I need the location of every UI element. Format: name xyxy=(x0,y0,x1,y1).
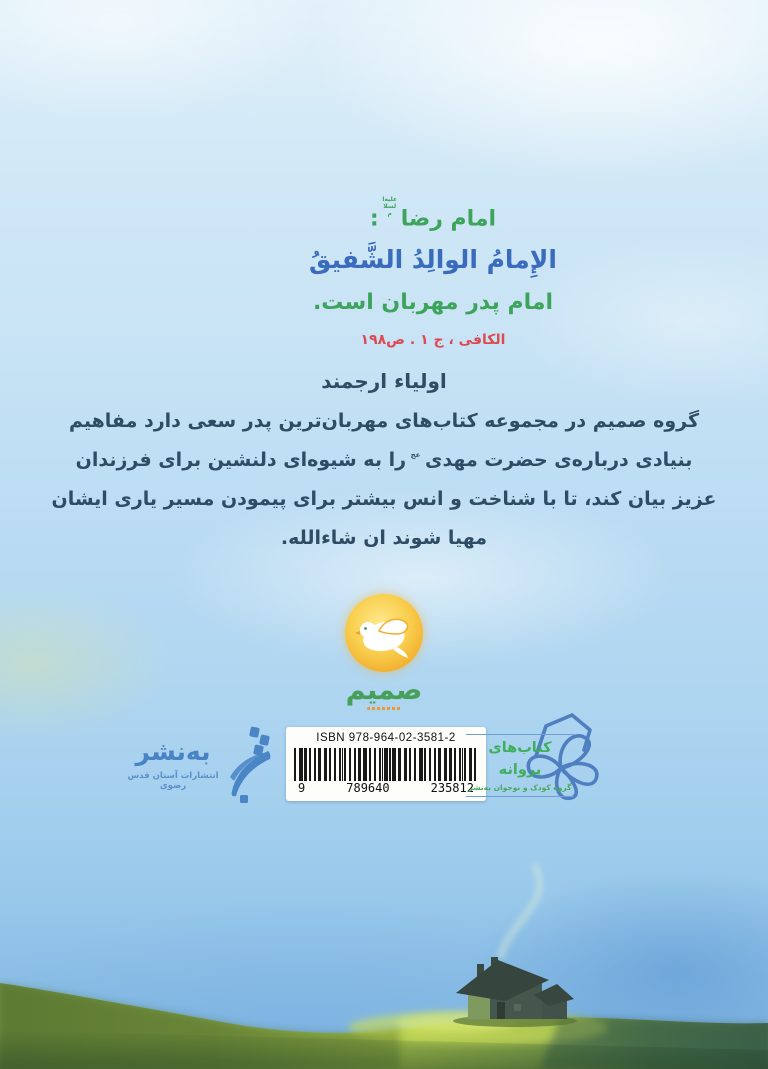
barcode-digit-group: 235812 xyxy=(430,781,474,795)
parvaneh-text-block xyxy=(466,734,574,797)
parvaneh-title: کتاب‌های پروانه xyxy=(488,740,552,778)
hadith-source-citation: الکافی ، ج ۱ . ص۱۹۸ xyxy=(360,332,506,349)
paragraph-line: مهیا شوند ان شاءالله. xyxy=(280,527,488,549)
ajjal-symbol-icon: عج xyxy=(410,451,421,459)
paragraph-line xyxy=(34,441,734,480)
chimney-smoke xyxy=(500,864,540,958)
samim-logo-wordmark: صمیم xyxy=(345,675,423,706)
samim-tagline-mark xyxy=(367,707,401,710)
quote-attribution-text: امام رضا xyxy=(400,206,497,232)
barcode-digits xyxy=(294,781,478,796)
quote-attribution-colon: : xyxy=(369,206,379,232)
isbn-barcode xyxy=(286,727,486,801)
behnashr-calligraphy-icon xyxy=(224,725,272,803)
behnashr-publisher-logo xyxy=(122,724,272,804)
isbn-label: ISBN 978-964-02-3581-2 xyxy=(316,732,456,744)
parvaneh-subtitle: گروه کودک و نوجوان به‌نشر xyxy=(468,783,572,792)
behnashr-text-block xyxy=(122,737,224,791)
barcode-digit-group: 789640 xyxy=(346,781,390,795)
parvaneh-books-logo xyxy=(466,710,656,810)
quote-attribution-line xyxy=(98,196,768,236)
alayhis-salam-symbol-icon: علیه‌السلام xyxy=(382,196,398,217)
parvaneh-bottom-rule xyxy=(466,796,574,797)
dove-in-sun-icon xyxy=(345,594,423,672)
behnashr-subtitle: انتشارات آستان قدس رضوی xyxy=(127,771,219,791)
barcode-bars xyxy=(294,748,478,781)
paragraph-salutation: اولیاء ارجمند xyxy=(321,369,447,393)
samim-publisher-logo xyxy=(314,594,454,710)
house-illustration xyxy=(453,957,577,1027)
hadith-quote-block xyxy=(98,196,768,348)
arabic-hadith-text: الإِمامُ الوالِدُ الشَّفیقُ xyxy=(309,245,557,275)
hill-landscape-illustration xyxy=(0,860,768,1069)
paragraph-line: عزیز بیان کند، تا با شناخت و انس بیشتر برای پیمودن مسیر یاری ایشان xyxy=(51,488,717,510)
persian-translation-text: امام پدر مهربان است. xyxy=(312,290,554,316)
barcode-digit-left: 9 xyxy=(298,781,306,795)
behnashr-wordmark: به‌نشر xyxy=(135,737,211,766)
paragraph-line2-suffix: را به شیوه‌ای دلنشین برای فرزندان xyxy=(75,449,407,471)
description-paragraph xyxy=(34,364,734,558)
paragraph-line2-prefix: بنیادی درباره‌ی حضرت مهدی xyxy=(425,449,693,471)
paragraph-line: گروه صمیم در مجموعه کتاب‌های مهربان‌ترین پدر سعی دارد مفاهیم xyxy=(68,410,700,432)
